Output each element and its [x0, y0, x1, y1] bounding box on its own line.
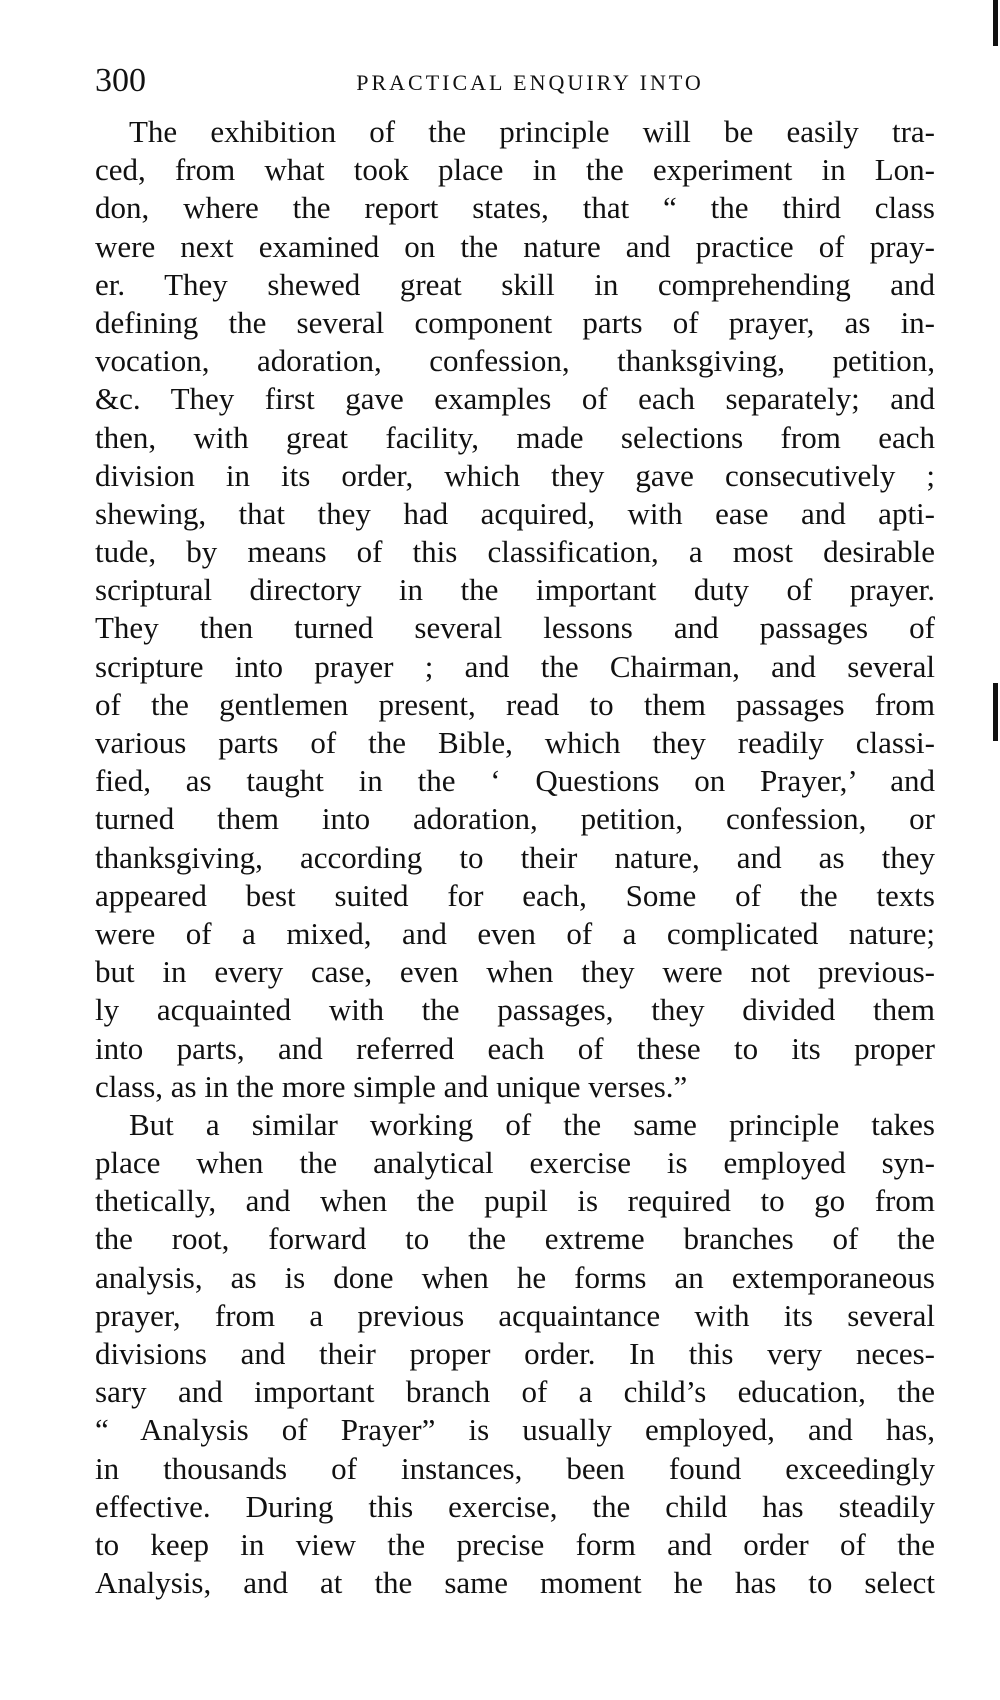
- text-line: ly acquainted with the passages, they divided them: [95, 992, 935, 1028]
- running-title: PRACTICAL ENQUIRY INTO: [356, 70, 704, 95]
- text-line: then, with great facility, made selections from each: [95, 419, 935, 455]
- text-line: thanksgiving, according to their nature, and as they: [95, 839, 935, 875]
- text-line: but in every case, even when they were not previous-: [95, 954, 935, 990]
- text-line: turned them into adoration, petition, confession, or: [95, 801, 935, 837]
- text-line: Analysis, and at the same moment he has to select: [95, 1565, 935, 1601]
- text-line: scripture into prayer ; and the Chairman, and several: [95, 648, 935, 684]
- text-line: “ Analysis of Prayer” is usually employed, and has,: [95, 1412, 935, 1448]
- text-line: division in its order, which they gave consecutively ;: [95, 457, 935, 493]
- page-number: 300: [95, 62, 146, 99]
- text-line: thetically, and when the pupil is required to go from: [95, 1183, 935, 1219]
- text-line: But a similar working of the same principle takes: [129, 1106, 935, 1142]
- text-line: were next examined on the nature and practice of pray-: [95, 228, 935, 264]
- text-line: of the gentlemen present, read to them passages from: [95, 686, 935, 722]
- text-line: fied, as taught in the ‘ Questions on Prayer,’ and: [95, 763, 935, 799]
- scan-edge-mark: [993, 0, 998, 46]
- scan-edge-mark: [993, 683, 998, 741]
- text-line: They then turned several lessons and passages of: [95, 610, 935, 646]
- text-line: appeared best suited for each, Some of the texts: [95, 877, 935, 913]
- text-line: into parts, and referred each of these to its proper: [95, 1030, 935, 1066]
- text-line: class, as in the more simple and unique verses.”: [95, 1068, 688, 1104]
- text-line: effective. During this exercise, the child has steadily: [95, 1488, 935, 1524]
- text-line: The exhibition of the principle will be easily tra-: [129, 114, 935, 149]
- text-line: prayer, from a previous acquaintance with its several: [95, 1297, 935, 1333]
- text-line: in thousands of instances, been found exceedingly: [95, 1450, 935, 1486]
- text-line: place when the analytical exercise is employed syn-: [95, 1145, 935, 1181]
- page-header: [95, 62, 935, 102]
- text-line: shewing, that they had acquired, with ease and apti-: [95, 495, 935, 531]
- text-line: to keep in view the precise form and order of the: [95, 1526, 935, 1562]
- page-body: [95, 113, 935, 1602]
- text-line: scriptural directory in the important duty of prayer.: [95, 572, 935, 608]
- text-line: defining the several component parts of prayer, as in-: [95, 304, 935, 340]
- text-line: the root, forward to the extreme branches of the: [95, 1221, 935, 1257]
- text-line: er. They shewed great skill in comprehending and: [95, 266, 935, 302]
- text-line: don, where the report states, that “ the third class: [95, 190, 935, 226]
- text-line: analysis, as is done when he forms an extemporaneous: [95, 1259, 935, 1295]
- text-line: ced, from what took place in the experiment in Lon-: [95, 152, 935, 188]
- text-line: sary and important branch of a child’s education, the: [95, 1374, 935, 1410]
- text-line: tude, by means of this classification, a most desirable: [95, 534, 935, 570]
- text-line: divisions and their proper order. In this very neces-: [95, 1336, 935, 1371]
- text-line: &c. They first gave examples of each separately; and: [95, 381, 935, 417]
- text-line: various parts of the Bible, which they readily classi-: [95, 725, 935, 760]
- text-line: vocation, adoration, confession, thanksgiving, petition,: [95, 343, 935, 379]
- text-line: were of a mixed, and even of a complicated nature;: [95, 915, 935, 951]
